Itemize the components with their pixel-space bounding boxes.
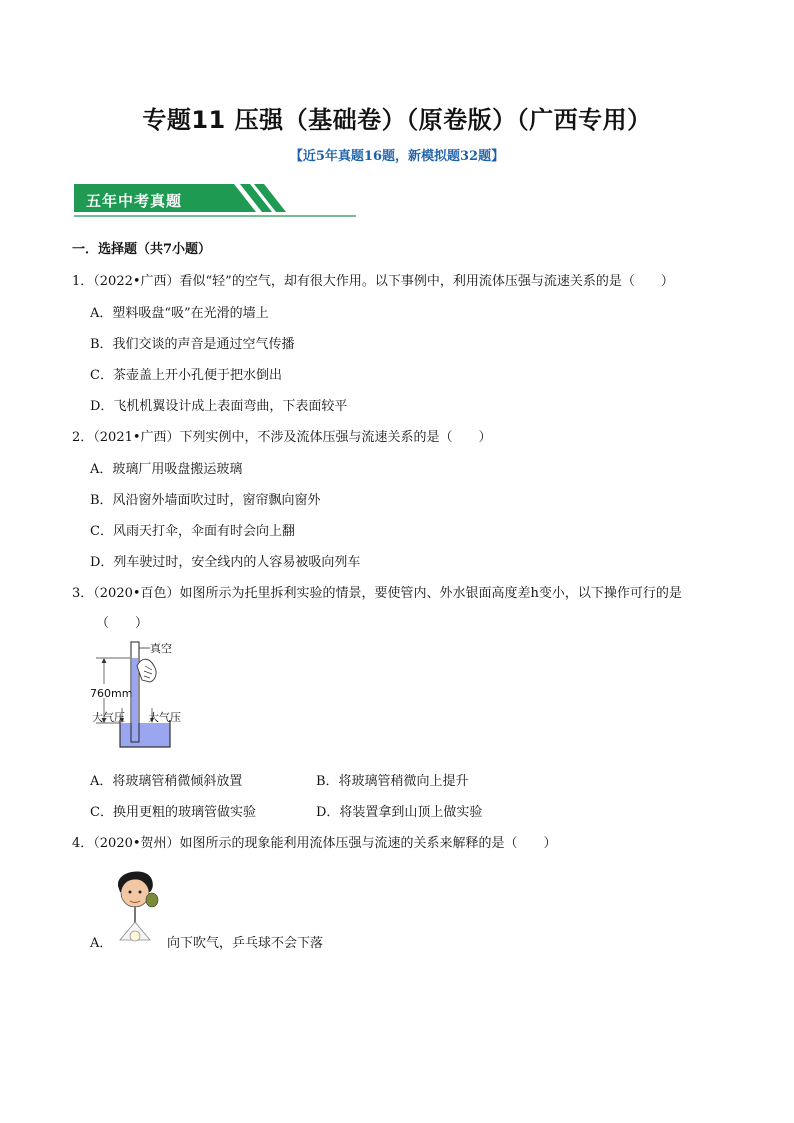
page-subtitle: 【近5年真题16题，新模拟题32题】 — [289, 149, 505, 164]
figure-label-height: 760mm — [90, 687, 133, 700]
figure-label-atm-right: 大气压 — [148, 711, 181, 724]
question-3-option-b: B．将玻璃管稍微向上提升 — [316, 774, 469, 789]
question-3-stem-continued: （ ） — [96, 616, 149, 631]
blowing-boy-figure — [108, 866, 164, 946]
question-4-option-a-letter: A． — [90, 936, 113, 951]
question-1-option-d: D．飞机机翼设计成上表面弯曲，下表面较平 — [90, 399, 348, 414]
question-3-option-d: D．将装置拿到山顶上做实验 — [316, 805, 483, 820]
question-2-option-d: D．列车驶过时，安全线内的人容易被吸向列车 — [90, 555, 361, 570]
banner-label: 五年中考真题 — [86, 192, 183, 210]
question-2-option-c: C．风雨天打伞，伞面有时会向上翻 — [90, 524, 295, 539]
question-3-stem: 3．（2020•百色）如图所示为托里拆利实验的情景，要使管内、外水银面高度差h变小，以下操作可行的是 — [72, 586, 682, 601]
figure-label-vacuum: 真空 — [150, 642, 172, 655]
figure-label-atm-left: 大气压 — [92, 711, 125, 724]
question-1-option-a: A．塑料吸盘“吸”在光滑的墙上 — [90, 306, 269, 321]
question-1-option-b: B．我们交谈的声音是通过空气传播 — [90, 337, 295, 352]
question-2-option-b: B．风沿窗外墙面吹过时，窗帘飘向窗外 — [90, 493, 321, 508]
page-title: 专题11 压强（基础卷）（原卷版）（广西专用） — [142, 106, 652, 134]
question-4-stem: 4．（2020•贺州）如图所示的现象能利用流体压强与流速的关系来解释的是（ ） — [72, 836, 557, 851]
question-1-stem: 1．（2022•广西）看似“轻”的空气，却有很大作用。以下事例中，利用流体压强与流速关系的是（ ） — [72, 274, 674, 289]
question-3-option-a: A．将玻璃管稍微倾斜放置 — [90, 774, 243, 789]
section-heading: 一．选择题（共7小题） — [72, 242, 212, 257]
question-3-option-c: C．换用更粗的玻璃管做实验 — [90, 805, 256, 820]
question-2-stem: 2．（2021•广西）下列实例中，不涉及流体压强与流速关系的是（ ） — [72, 430, 492, 445]
question-1-option-c: C．茶壶盖上开小孔便于把水倒出 — [90, 368, 282, 383]
question-4-option-a-text: 向下吹气，乒乓球不会下落 — [167, 936, 324, 951]
question-2-option-a: A．玻璃厂用吸盘搬运玻璃 — [90, 462, 243, 477]
